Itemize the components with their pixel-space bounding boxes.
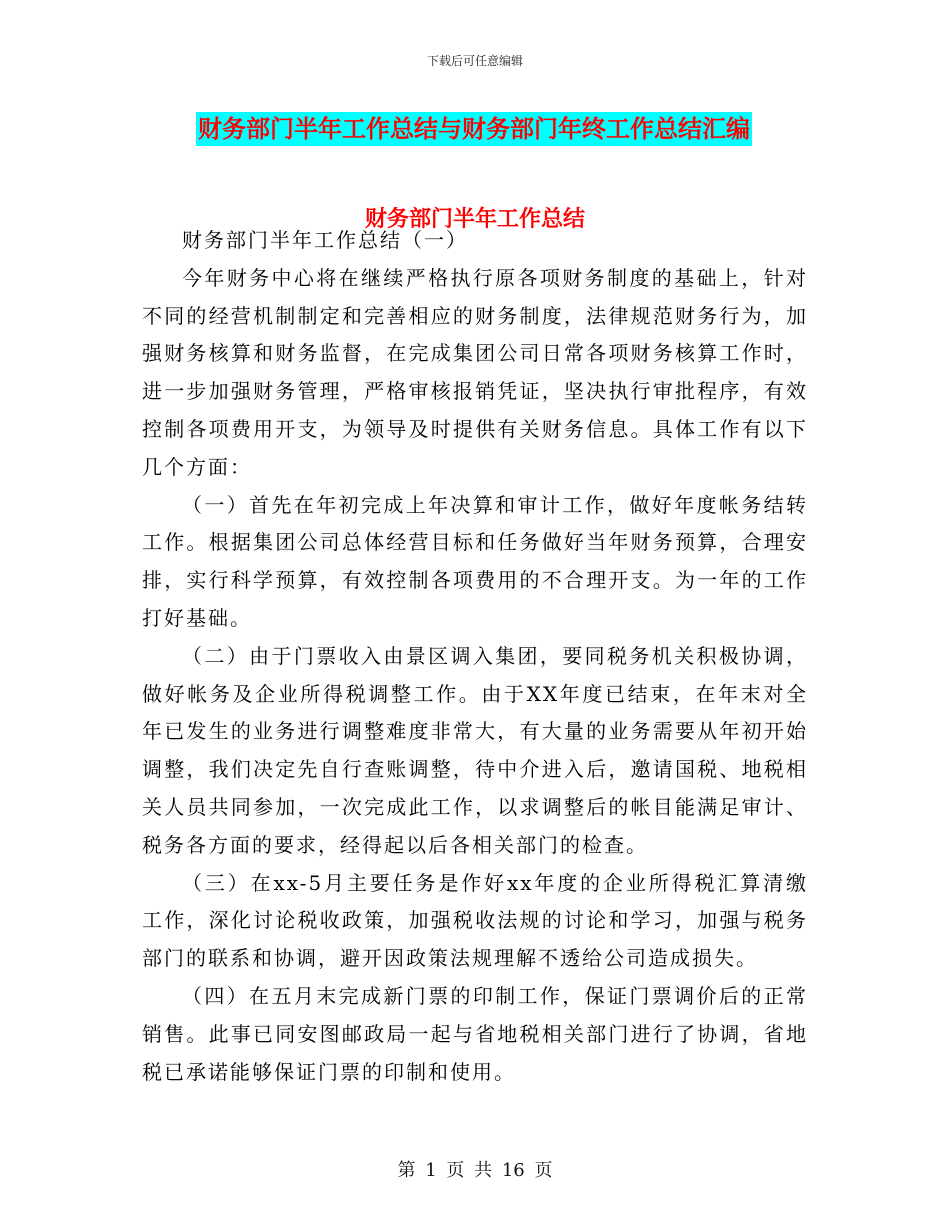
header-note: 下载后可任意编辑 bbox=[426, 54, 523, 68]
section-title: 财务部门半年工作总结 bbox=[364, 207, 585, 232]
document-main-title: 财务部门半年工作总结与财务部门年终工作总结汇编 bbox=[196, 112, 752, 146]
paragraph: 今年财务中心将在继续严格执行原各项财务制度的基础上，针对不同的经营机制制定和完善相应的财务制度，法律规范财务行为，加强财务核算和财务监督，在完成集团公司日常各项财务核算工作时，进一步加强财务管理，严格审核报销凭证，坚决执行审批程序，有效控制各项费用开支，为领导及时提供有关财务信息。具体工作有以下几个方面： bbox=[142, 265, 808, 479]
paragraph: （四）在五月末完成新门票的印制工作，保证门票调价后的正常销售。此事已同安图邮政局一起与省地税相关部门进行了协调，省地税已承诺能够保证门票的印制和使用。 bbox=[142, 983, 808, 1084]
paragraph: （一）首先在年初完成上年决算和审计工作，做好年度帐务结转工作。根据集团公司总体经营目标和任务做好当年财务预算，合理安排，实行科学预算，有效控制各项费用的不合理开支。为一年的工作打好基础。 bbox=[142, 492, 808, 630]
paragraph: （二）由于门票收入由景区调入集团，要同税务机关积极协调，做好帐务及企业所得税调整工作。由于XX年度已结束，在年末对全年已发生的业务进行调整难度非常大，有大量的业务需要从年初开始调整，我们决定先自行查账调整，待中介进入后，邀请国税、地税相关人员共同参加，一次完成此工作，以求调整后的帐目能满足审计、税务各方面的要求，经得起以后各相关部门的检查。 bbox=[142, 643, 808, 857]
paragraph: （三）在xx-5月主要任务是作好xx年度的企业所得税汇算清缴工作，深化讨论税收政策，加强税收法规的讨论和学习，加强与税务部门的联系和协调，避开因政策法规理解不透给公司造成损失。 bbox=[142, 870, 808, 971]
page-footer: 第 1 页 共 16 页 bbox=[397, 1160, 553, 1181]
document-body bbox=[142, 222, 808, 1091]
paragraph-subtitle: 财务部门半年工作总结（一） bbox=[182, 228, 468, 252]
